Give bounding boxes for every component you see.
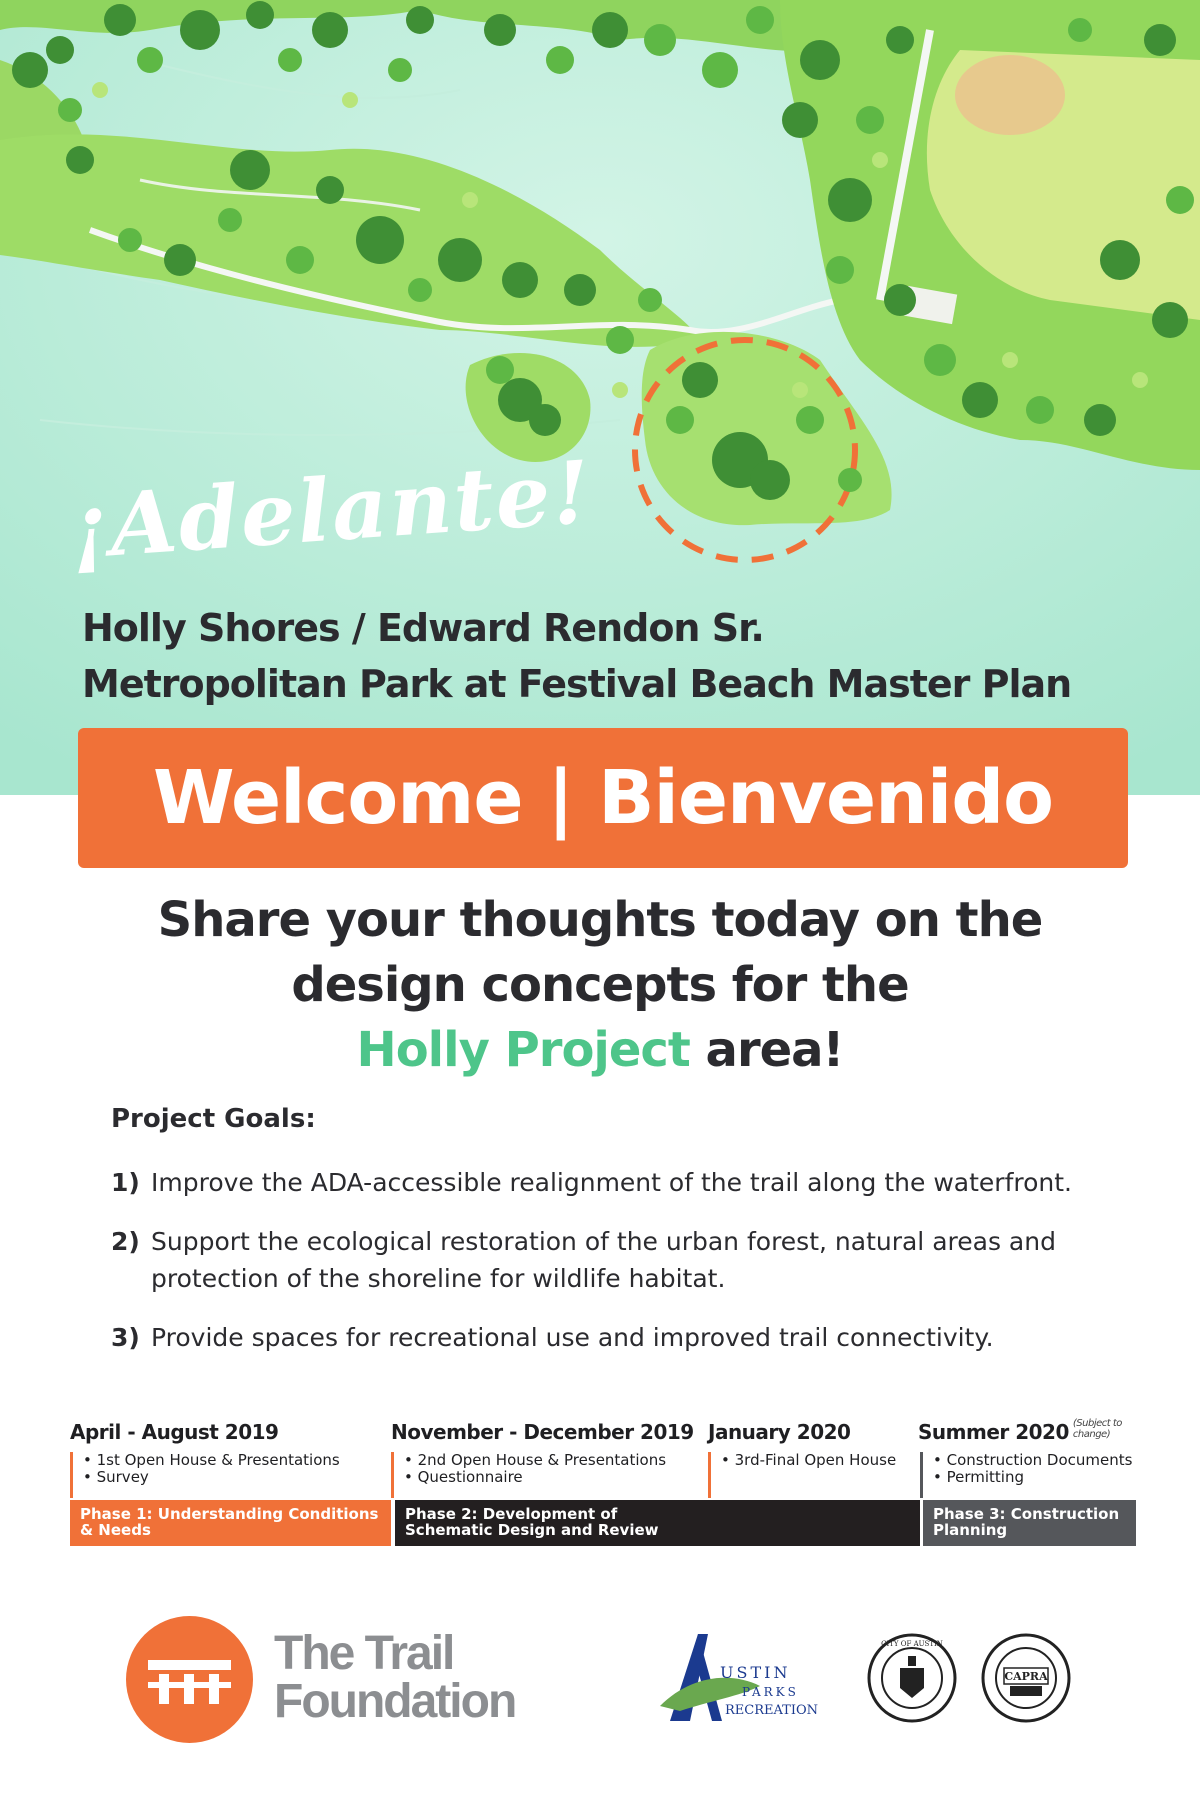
milestone-item: • 2nd Open House & Presentations [404,1451,667,1469]
milestone-items [920,1452,1132,1498]
apr-text-parks: PARKS [742,1685,799,1699]
phase-2-label: Phase 2: Development of Schematic Design and Review [405,1505,659,1539]
phase-3-bar: Phase 3: Construction Planning [923,1500,1136,1546]
milestone-item: • Construction Documents [933,1451,1133,1469]
goal-number: 2) [111,1227,140,1256]
goal-item [111,1164,1151,1201]
phase-1-bar: Phase 1: Understanding Conditions & Needs [70,1500,391,1546]
goal-item [111,1223,1121,1297]
milestone-items [70,1452,340,1498]
milestone-date [918,1420,1122,1444]
trail-foundation-wordmark [274,1627,516,1728]
subject-to-change-note [1073,1418,1122,1440]
apr-text-recreation: RECREATION [725,1703,819,1718]
goal-number: 3) [111,1323,140,1352]
share-line3-end: area! [705,1022,844,1078]
milestone-item: • Survey [83,1468,149,1486]
goal-text: Support the ecological restoration of the urban forest, natural areas and protection of the shoreline for wildlife habitat. [151,1227,1056,1293]
milestone-items [708,1452,896,1498]
share-line2: design concepts for the [291,957,909,1013]
goal-text: Provide spaces for recreational use and improved trail connectivity. [151,1323,994,1352]
project-goals-heading: Project Goals: [111,1104,316,1134]
capra-accreditation-seal-icon [980,1632,1072,1724]
goal-text: Improve the ADA-accessible realignment of the trail along the waterfront. [151,1168,1072,1197]
milestone-item: • 3rd-Final Open House [721,1451,897,1469]
goal-number: 1) [111,1168,140,1197]
milestone-date: November - December 2019 [391,1420,694,1444]
note-line1: (Subject to [1072,1418,1122,1429]
goal-item [111,1319,1151,1356]
milestone-date-text: Summer 2020 [918,1420,1069,1444]
city-seal-text: CITY OF AUSTIN [881,1640,943,1648]
milestone-item: • Permitting [933,1468,1024,1486]
milestone-item: • Questionnaire [404,1468,523,1486]
share-line3 [0,1018,1200,1083]
capra-text: CAPRA [1004,1670,1048,1683]
trail-foundation-line2: Foundation [274,1675,516,1728]
milestone-item: • 1st Open House & Presentations [83,1451,340,1469]
welcome-text: Welcome | Bienvenido [152,755,1053,841]
apr-text-austin: USTIN [720,1663,791,1682]
share-message [0,888,1200,1083]
milestone-items [391,1452,666,1498]
city-of-austin-seal-icon [866,1632,958,1724]
welcome-banner [78,728,1128,868]
adelante-script-title: ¡Adelante! [66,441,596,579]
park-title-line2: Metropolitan Park at Festival Beach Master Plan [82,662,1072,706]
park-title-line1: Holly Shores / Edward Rendon Sr. [82,606,764,650]
share-line1: Share your thoughts today on the [157,892,1043,948]
austin-parks-recreation-logo-icon [650,1626,845,1726]
milestone-date: April - August 2019 [70,1420,279,1444]
phase-2-bar [395,1500,920,1546]
trail-foundation-line1: The Trail [274,1627,454,1680]
park-title [82,600,1142,712]
note-line2: change) [1072,1429,1111,1440]
holly-project-highlight: Holly Project [356,1022,690,1078]
trail-foundation-logo-icon [126,1616,253,1743]
milestone-date: January 2020 [708,1420,851,1444]
